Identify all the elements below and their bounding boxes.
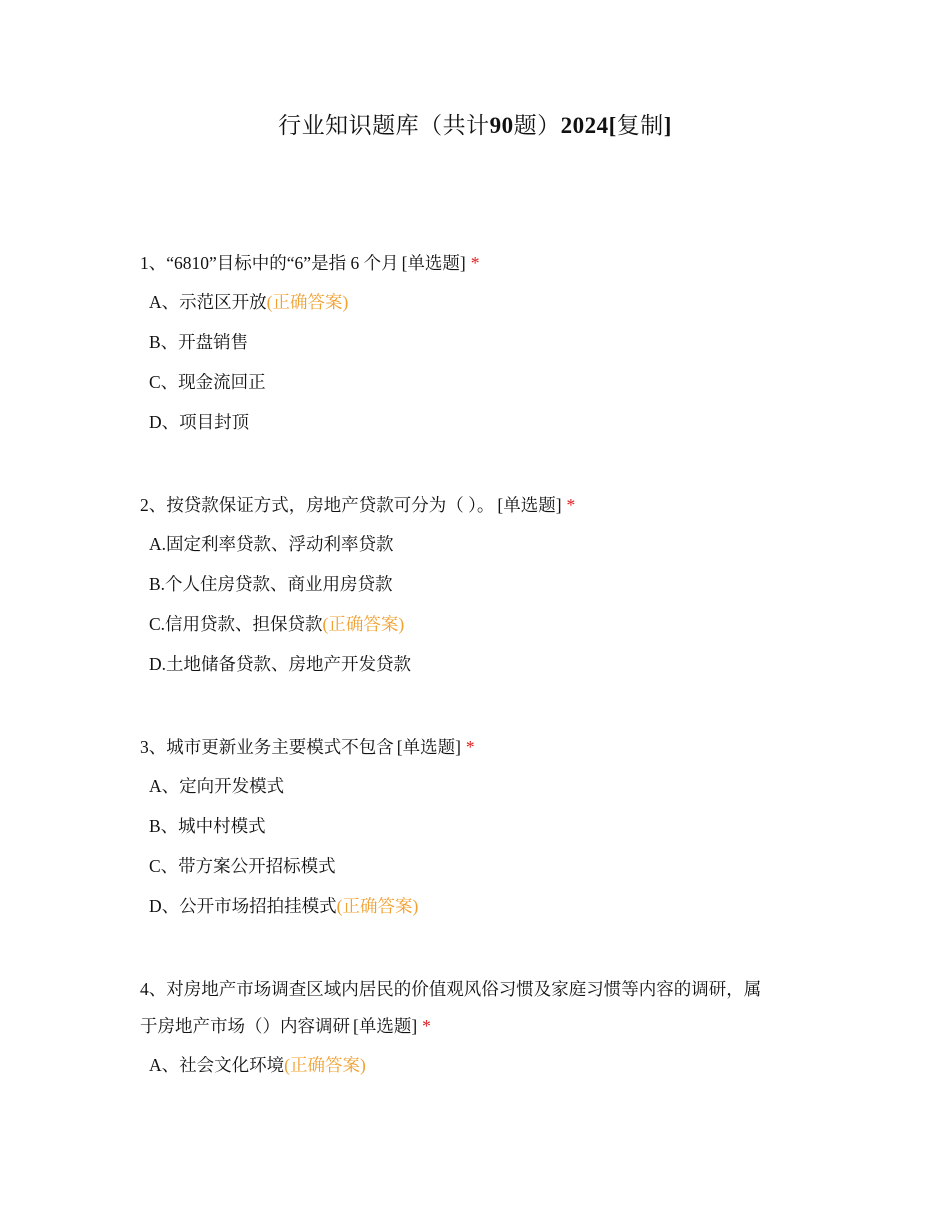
option-a — [140, 282, 810, 322]
question-2 — [140, 487, 810, 684]
option-c — [140, 846, 810, 886]
correct-answer-mark: (正确答案) — [336, 896, 419, 916]
title-prefix: 行业知识题库（共计 — [278, 113, 490, 138]
correct-answer-mark: (正确答案) — [284, 1055, 366, 1075]
question-text-line1: 4、对房地产市场调查区域内居民的价值观风俗习惯及家庭习惯等内容的调研，属 — [140, 979, 762, 999]
option-d — [140, 886, 810, 926]
document-title — [0, 110, 950, 142]
option-a — [140, 1045, 810, 1085]
option-c — [140, 604, 810, 644]
option-b — [140, 564, 810, 604]
question-type: [单选题] — [497, 495, 562, 515]
required-mark: * — [470, 253, 480, 273]
option-b — [140, 806, 810, 846]
question-text: 1、“6810”目标中的“6”是指 6 个月 — [140, 253, 399, 273]
correct-answer-mark: (正确答案) — [322, 614, 405, 634]
option-text: B、城中村模式 — [149, 816, 266, 836]
option-a — [140, 766, 810, 806]
option-text: A.固定利率贷款、浮动利率贷款 — [149, 534, 394, 554]
title-year: 2024[ — [560, 113, 617, 138]
option-text: C.信用贷款、担保贷款 — [149, 614, 323, 634]
correct-answer-mark: (正确答案) — [266, 292, 349, 312]
question-type: [单选题] — [353, 1016, 418, 1036]
question-stem — [140, 971, 810, 1045]
option-text: A、定向开发模式 — [149, 776, 285, 796]
option-text: A、示范区开放 — [149, 292, 267, 312]
option-d — [140, 402, 810, 442]
option-c — [140, 362, 810, 402]
option-text: C、带方案公开招标模式 — [149, 856, 336, 876]
required-mark: * — [566, 495, 576, 515]
question-type: [单选题] — [401, 253, 466, 273]
option-text: A、社会文化环境 — [149, 1055, 285, 1075]
title-count: 90 — [489, 113, 514, 138]
option-text: D、公开市场招拍挂模式 — [149, 896, 337, 916]
question-text: 3、城市更新业务主要模式不包含 — [140, 737, 394, 757]
option-d — [140, 644, 810, 684]
option-text: D、项目封顶 — [149, 412, 250, 432]
option-text: B、开盘销售 — [149, 332, 249, 352]
question-type: [单选题] — [396, 737, 461, 757]
question-stem — [140, 729, 810, 766]
title-end: ] — [663, 113, 672, 138]
required-mark: * — [422, 1016, 431, 1036]
title-copy: 复制 — [616, 113, 664, 138]
option-text: C、现金流回正 — [149, 372, 266, 392]
option-a — [140, 524, 810, 564]
question-1 — [140, 245, 810, 442]
option-text: B.个人住房贷款、商业用房贷款 — [149, 574, 393, 594]
question-text-line2: 于房地产市场（）内容调研 — [140, 1016, 350, 1036]
question-stem — [140, 487, 810, 524]
question-stem — [140, 245, 810, 282]
option-text: D.土地储备贷款、房地产开发贷款 — [149, 654, 412, 674]
question-4 — [140, 971, 810, 1085]
title-mid: 题） — [513, 113, 561, 138]
required-mark: * — [465, 737, 475, 757]
option-b — [140, 322, 810, 362]
question-text: 2、按贷款保证方式，房地产贷款可分为（ ）。 — [140, 495, 495, 515]
question-3 — [140, 729, 810, 926]
